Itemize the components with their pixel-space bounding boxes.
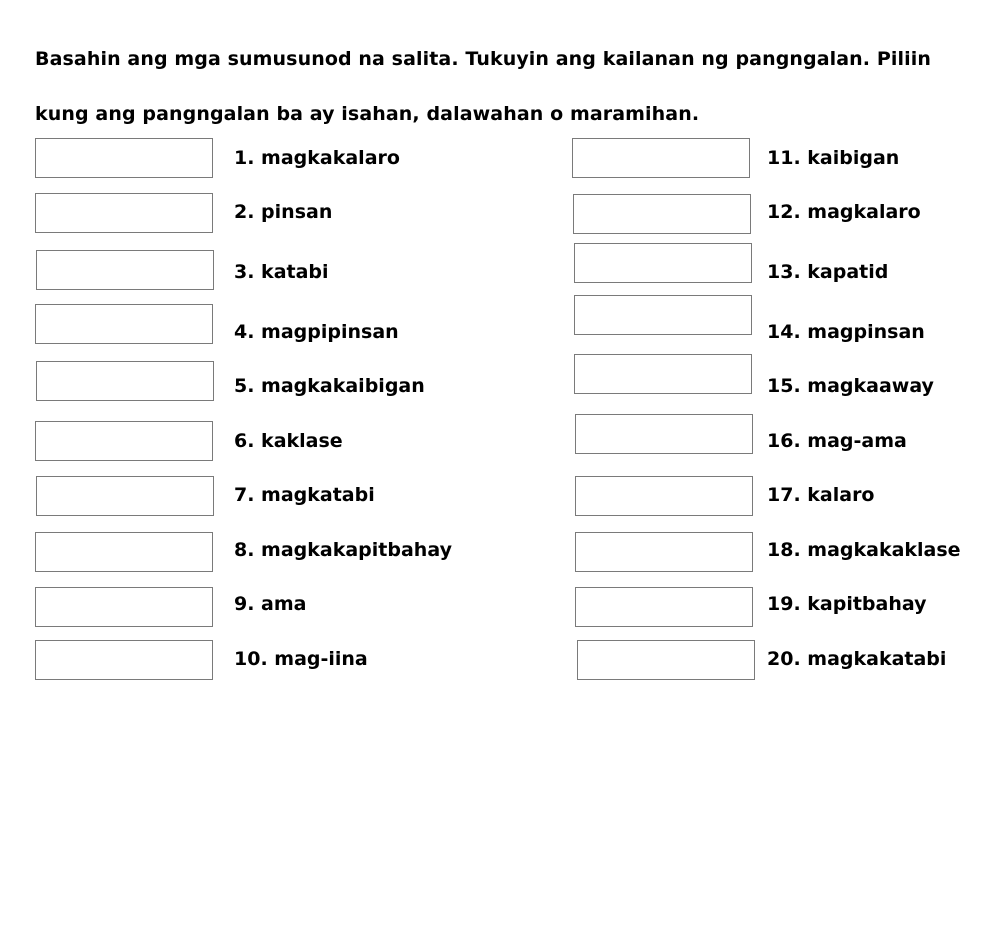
item-label-12: 12. magkalaro [767,201,921,223]
answer-box-19[interactable] [575,587,753,627]
answer-box-17[interactable] [575,476,753,516]
item-label-11: 11. kaibigan [767,147,900,169]
item-label-4: 4. magpipinsan [234,321,399,343]
answer-box-7[interactable] [36,476,214,516]
item-label-19: 19. kapitbahay [767,593,927,615]
answer-box-12[interactable] [573,194,751,234]
item-label-17: 17. kalaro [767,484,875,506]
answer-box-10[interactable] [35,640,213,680]
item-label-2: 2. pinsan [234,201,333,223]
item-label-14: 14. magpinsan [767,321,925,343]
answer-box-18[interactable] [575,532,753,572]
answer-box-2[interactable] [35,193,213,233]
answer-box-14[interactable] [574,295,752,335]
item-label-6: 6. kaklase [234,430,343,452]
item-label-13: 13. kapatid [767,261,889,283]
answer-box-1[interactable] [35,138,213,178]
item-label-1: 1. magkakalaro [234,147,400,169]
answer-box-16[interactable] [575,414,753,454]
item-label-15: 15. magkaaway [767,375,934,397]
answer-box-20[interactable] [577,640,755,680]
item-label-9: 9. ama [234,593,307,615]
item-label-7: 7. magkatabi [234,484,375,506]
item-label-10: 10. mag-iina [234,648,368,670]
answer-box-15[interactable] [574,354,752,394]
answer-box-9[interactable] [35,587,213,627]
item-label-3: 3. katabi [234,261,329,283]
item-label-5: 5. magkakaibigan [234,375,425,397]
instructions [35,32,965,142]
answer-box-4[interactable] [35,304,213,344]
instructions-line-1: Basahin ang mga sumusunod na salita. Tukuyin ang kailanan ng pangngalan. Piliin [35,48,931,70]
answer-box-5[interactable] [36,361,214,401]
answer-box-13[interactable] [574,243,752,283]
answer-box-8[interactable] [35,532,213,572]
item-label-18: 18. magkakaklase [767,539,961,561]
item-label-16: 16. mag-ama [767,430,907,452]
answer-box-3[interactable] [36,250,214,290]
instructions-line-2: kung ang pangngalan ba ay isahan, dalawahan o maramihan. [35,103,700,125]
item-label-20: 20. magkakatabi [767,648,947,670]
answer-box-6[interactable] [35,421,213,461]
item-label-8: 8. magkakapitbahay [234,539,452,561]
answer-box-11[interactable] [572,138,750,178]
